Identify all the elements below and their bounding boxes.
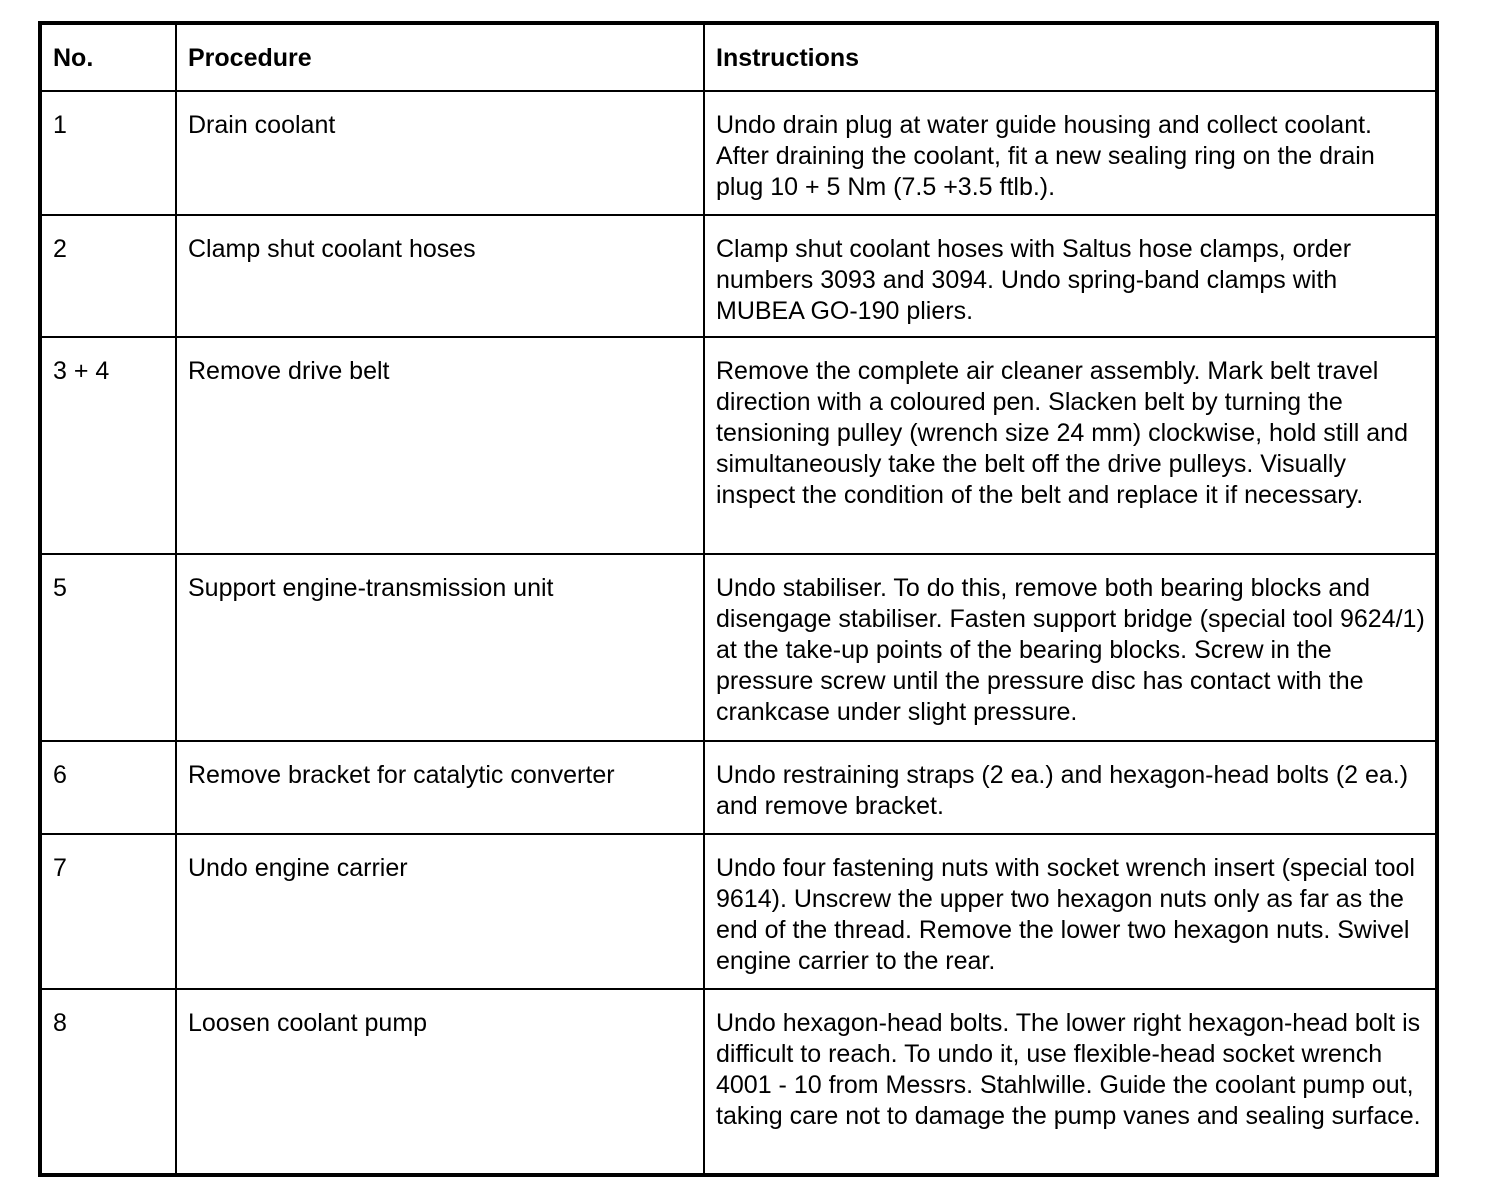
row-no: 8 [42, 989, 176, 1173]
row-procedure: Drain coolant [176, 91, 704, 215]
row-instructions: Remove the complete air cleaner assembly. Mark belt travel direction with a coloured pen. Slacken belt by turning the tensioning pulley (wrench size 24 mm) clockwise, hold still and simultaneously take the belt off the drive pulleys. Visually inspect the condition of the belt and replace it if necessary. [704, 337, 1435, 554]
row-no: 1 [42, 91, 176, 215]
table-row [42, 91, 1435, 215]
table-row [42, 741, 1435, 834]
row-no: 6 [42, 741, 176, 834]
row-instructions: Undo drain plug at water guide housing and collect coolant. After draining the coolant, fit a new sealing ring on the drain plug 10 + 5 Nm (7.5 +3.5 ftlb.). [704, 91, 1435, 215]
row-procedure: Loosen coolant pump [176, 989, 704, 1173]
header-no: No. [42, 25, 176, 91]
row-procedure: Remove drive belt [176, 337, 704, 554]
row-instructions: Undo stabiliser. To do this, remove both bearing blocks and disengage stabiliser. Fasten support bridge (special tool 9624/1) at the take-up points of the bearing blocks. Screw in the pressure screw until the pressure disc has contact with the crankcase under slight pressure. [704, 554, 1435, 741]
row-no: 5 [42, 554, 176, 741]
row-procedure: Clamp shut coolant hoses [176, 215, 704, 337]
row-no: 7 [42, 834, 176, 989]
table-header-row [42, 25, 1435, 91]
table-row [42, 215, 1435, 337]
row-no: 3 + 4 [42, 337, 176, 554]
table-row [42, 989, 1435, 1173]
row-instructions: Clamp shut coolant hoses with Saltus hose clamps, order numbers 3093 and 3094. Undo spring-band clamps with MUBEA GO-190 pliers. [704, 215, 1435, 337]
row-no: 2 [42, 215, 176, 337]
row-procedure: Remove bracket for catalytic converter [176, 741, 704, 834]
table-row [42, 554, 1435, 741]
table-row [42, 834, 1435, 989]
header-instructions: Instructions [704, 25, 1435, 91]
row-instructions: Undo restraining straps (2 ea.) and hexagon-head bolts (2 ea.) and remove bracket. [704, 741, 1435, 834]
header-procedure: Procedure [176, 25, 704, 91]
table-row [42, 337, 1435, 554]
row-instructions: Undo four fastening nuts with socket wrench insert (special tool 9614). Unscrew the upper two hexagon nuts only as far as the end of the thread. Remove the lower two hexagon nuts. Swivel engine carrier to the rear. [704, 834, 1435, 989]
row-procedure: Undo engine carrier [176, 834, 704, 989]
procedure-table-frame [38, 21, 1439, 1177]
row-instructions: Undo hexagon-head bolts. The lower right hexagon-head bolt is difficult to reach. To undo it, use flexible-head socket wrench 4001 - 10 from Messrs. Stahlwille. Guide the coolant pump out, taking care not to damage the pump vanes and sealing surface. [704, 989, 1435, 1173]
procedure-table [42, 25, 1435, 1173]
row-procedure: Support engine-transmission unit [176, 554, 704, 741]
